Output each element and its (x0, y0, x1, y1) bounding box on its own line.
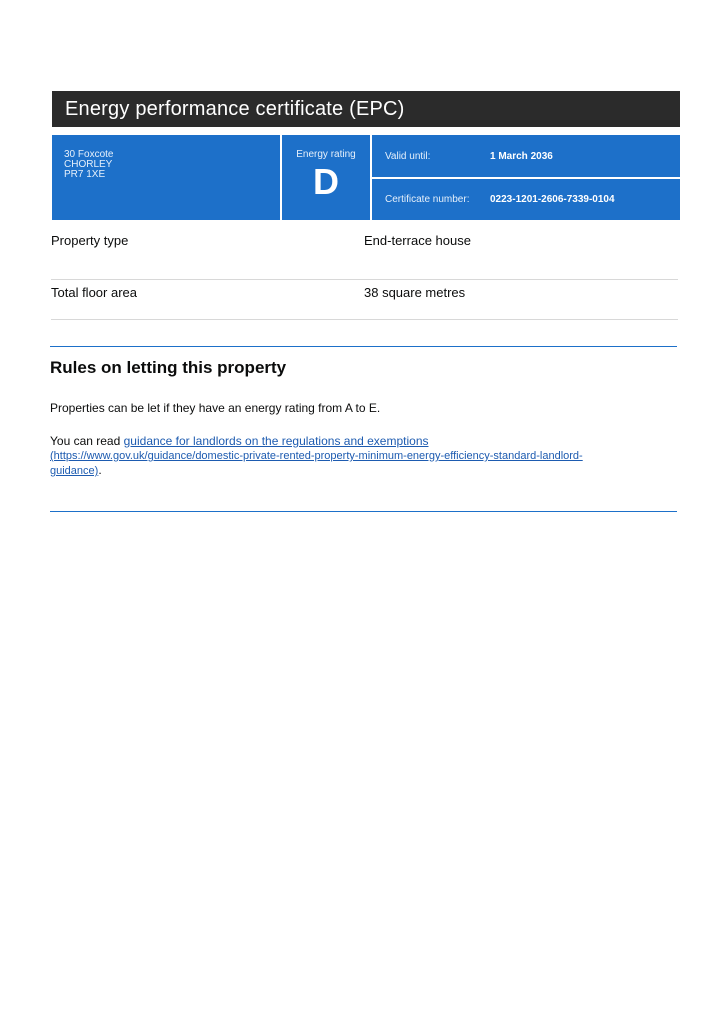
rules-paragraph-2 (50, 434, 650, 478)
section-divider-top (50, 346, 677, 347)
address-line-3: PR7 1XE (64, 169, 106, 180)
property-type-row (51, 227, 678, 280)
address-block (52, 135, 280, 220)
page-title: Energy performance certificate (EPC) (65, 97, 405, 120)
certificate-number-row (372, 179, 680, 220)
valid-until-row (372, 135, 680, 177)
certificate-meta (372, 135, 680, 220)
page-title-bar (52, 91, 680, 127)
floor-area-row (51, 279, 678, 320)
rules-heading: Rules on letting this property (50, 358, 287, 377)
certificate-number-value: 0223-1201-2606-7339-0104 (490, 194, 615, 205)
rules-paragraph-2-suffix: . (98, 463, 102, 477)
valid-until-label: Valid until: (385, 150, 431, 162)
property-type-label: Property type (51, 233, 129, 248)
address-line-1: 30 Foxcote (64, 149, 114, 160)
certificate-number-label: Certificate number: (385, 194, 470, 205)
floor-area-label: Total floor area (51, 285, 137, 300)
energy-rating-value: D (313, 161, 339, 202)
rules-paragraph-2-prefix: You can read (50, 434, 124, 448)
certificate-summary (52, 135, 680, 220)
section-divider-bottom (50, 511, 677, 512)
landlord-guidance-url-line-2[interactable]: guidance) (50, 465, 99, 477)
valid-until-value: 1 March 2036 (490, 150, 553, 162)
energy-rating-block (282, 135, 370, 220)
address-line-2: CHORLEY (64, 159, 113, 170)
landlord-guidance-url-line-1[interactable]: (https://www.gov.uk/guidance/domestic-private-rented-property-minimum-energy-efficiency-standard-landlord- (50, 450, 583, 462)
floor-area-value: 38 square metres (364, 285, 466, 300)
rules-paragraph-1: Properties can be let if they have an energy rating from A to E. (50, 401, 381, 415)
property-type-value: End-terrace house (364, 233, 471, 248)
landlord-guidance-link[interactable]: guidance for landlords on the regulations and exemptions (123, 434, 429, 448)
energy-rating-label: Energy rating (296, 149, 356, 160)
